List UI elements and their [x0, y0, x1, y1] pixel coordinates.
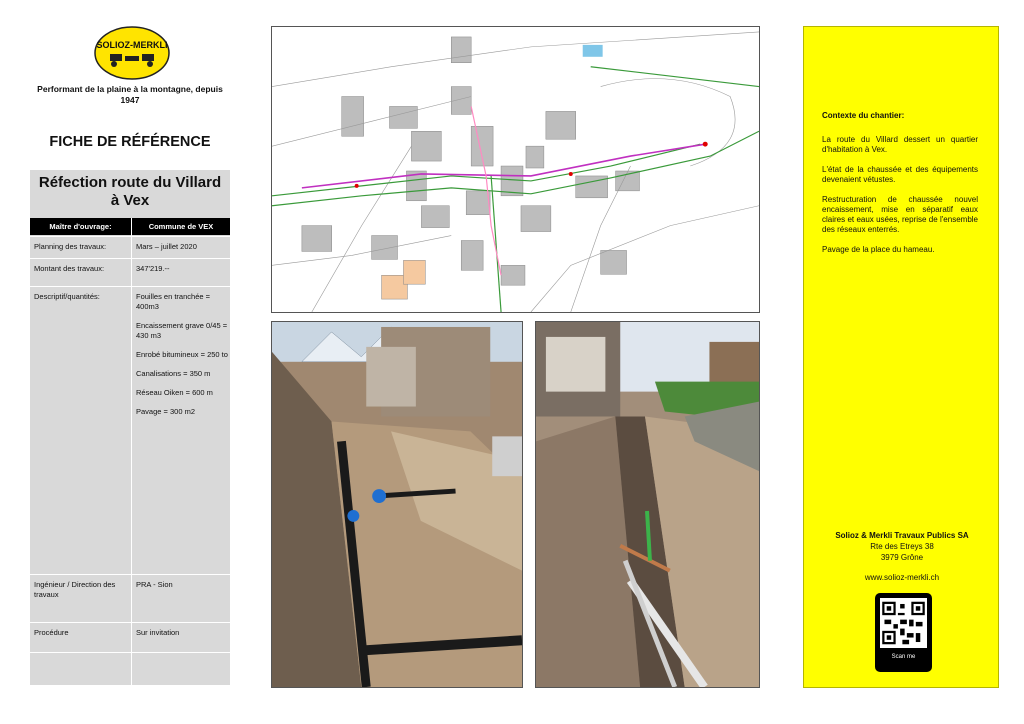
descriptif-item: Pavage = 300 m2 [136, 407, 196, 416]
context-paragraph: L'état de la chaussée et des équipements devenaient vétustes. [822, 165, 978, 184]
ingenieur-value: PRA - Sion [136, 580, 173, 589]
trench-photo-1 [271, 321, 523, 688]
context-section [822, 111, 978, 265]
company-logo [94, 26, 170, 80]
table-row-ingenieur [30, 574, 230, 622]
company-city: 3979 Grône [880, 553, 924, 562]
context-title: Contexte du chantier: [822, 111, 905, 120]
procedure-value: Sur invitation [136, 628, 180, 637]
table-row-planning [30, 236, 230, 258]
company-street: Rte des Etreys 38 [870, 542, 934, 551]
descriptif-label: Descriptif/quantités: [34, 292, 100, 301]
montant-value: 347'219.-- [136, 264, 170, 273]
project-info-table [30, 170, 230, 685]
table-row-empty [30, 652, 230, 685]
planning-label: Planning des travaux: [34, 242, 107, 251]
maitre-label: Maître d'ouvrage: [30, 218, 131, 235]
context-paragraph: Restructuration de chaussée nouvel encaissement, mise en séparatif eaux claires et eaux usées, reprise de l'ensemble des réseaux enterrés. [822, 195, 978, 234]
info-panel [803, 26, 999, 688]
table-row-descriptif [30, 286, 230, 574]
procedure-label: Procédure [34, 628, 69, 637]
planning-value: Mars – juillet 2020 [136, 242, 197, 251]
trench-photo-2 [535, 321, 760, 688]
qr-code[interactable] [875, 593, 932, 672]
descriptif-item: Réseau Oiken = 600 m [136, 388, 213, 397]
company-name: Solioz & Merkli Travaux Publics SA [835, 531, 969, 540]
context-paragraph: La route du Villard dessert un quartier d'habitation à Vex. [822, 135, 978, 154]
descriptif-list [136, 292, 228, 426]
montant-label: Montant des travaux: [34, 264, 105, 273]
project-title: Réfection route du Villard à Vex [38, 174, 222, 209]
scan-me-label: Scan me [891, 654, 916, 660]
site-map-image [271, 26, 760, 313]
tagline: Performant de la plaine à la montagne, depuis 1947 [37, 84, 223, 105]
descriptif-item: Canalisations = 350 m [136, 369, 211, 378]
table-row-procedure [30, 622, 230, 652]
context-paragraph: Pavage de la place du hameau. [822, 245, 935, 254]
company-block [804, 530, 1000, 583]
page-title: FICHE DE RÉFÉRENCE [49, 134, 211, 150]
descriptif-item: Encaissement grave 0/45 = 430 m3 [136, 321, 228, 340]
company-website-link[interactable]: www.solioz-merkli.ch [864, 573, 940, 582]
descriptif-item: Enrobé bitumineux = 250 to [136, 350, 228, 359]
descriptif-item: Fouilles en tranchée = 400m3 [136, 292, 211, 311]
logo-text: SOLIOZ-MERKLI [96, 40, 168, 50]
table-row-montant [30, 258, 230, 286]
qr-code-icon [880, 598, 927, 648]
maitre-value: Commune de VEX [132, 218, 230, 235]
ingenieur-label: Ingénieur / Direction des travaux [34, 580, 116, 599]
